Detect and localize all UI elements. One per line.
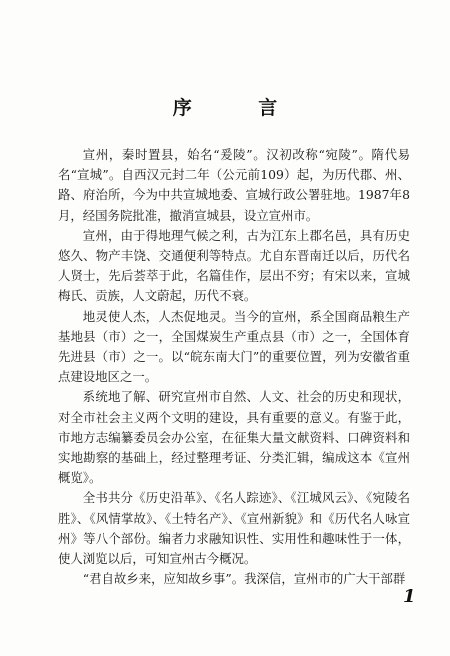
paragraph-3: 地灵使人杰，人杰促地灵。当今的宣州，系全国商品粮生产基地县（市）之一，全国煤炭生产重点县（市）之一，全国体育先进县（市）之一。以“皖东南大门”的重要位置，列为安徽省重点建设地区之一。 bbox=[58, 308, 410, 385]
paragraph-5: 全书共分《历史沿革》、《名人踪迹》、《江城风云》、《宛陵名胜》、《风情掌故》、《土特名产》、《宣州新貌》和《历代名人咏宣州》等八个部份。编者力求融知识性、实用性和趣味性于一体，使人浏览以后，可知宣州古今概况。 bbox=[58, 490, 410, 567]
page-number: 1 bbox=[403, 586, 416, 607]
paragraph-4: 系统地了解、研究宣州市自然、人文、社会的历史和现状，对全市社会主义两个文明的建设，具有重要的意义。有鉴于此，市地方志编纂委员会办公室，在征集大量文献资料、口碑资料和实地勘察的基础上，经过整理考证、分类汇辑，编成这本《宣州概览》。 bbox=[58, 389, 410, 486]
page-title: 序 言 bbox=[172, 97, 308, 119]
paragraph-1: 宣州，秦时置县，始名“爰陵”。汉初改称“宛陵”。隋代易名“宣城”。自西汉元封二年（公元前109）起，为历代郡、州、路、府治所，今为中共宣城地委、宣城行政公署驻地。1987年8月，经国务院批准，撤消宣城县，设立宣州市。 bbox=[58, 147, 410, 223]
paragraph-2: 宣州，由于得地理气候之利，古为江东上郡名邑，具有历史悠久、物产丰饶、交通便利等特点。尤自东晋南迁以后，历代名人贤士，先后荟萃于此，名篇佳作，层出不穷；有宋以来，宣城梅氏、贡族，人文蔚起，历代不衰。 bbox=[58, 227, 410, 304]
preface-body bbox=[58, 145, 410, 589]
paragraph-6: “君自故乡来，应知故乡事”。我深信，宣州市的广大干部群 bbox=[82, 571, 406, 587]
